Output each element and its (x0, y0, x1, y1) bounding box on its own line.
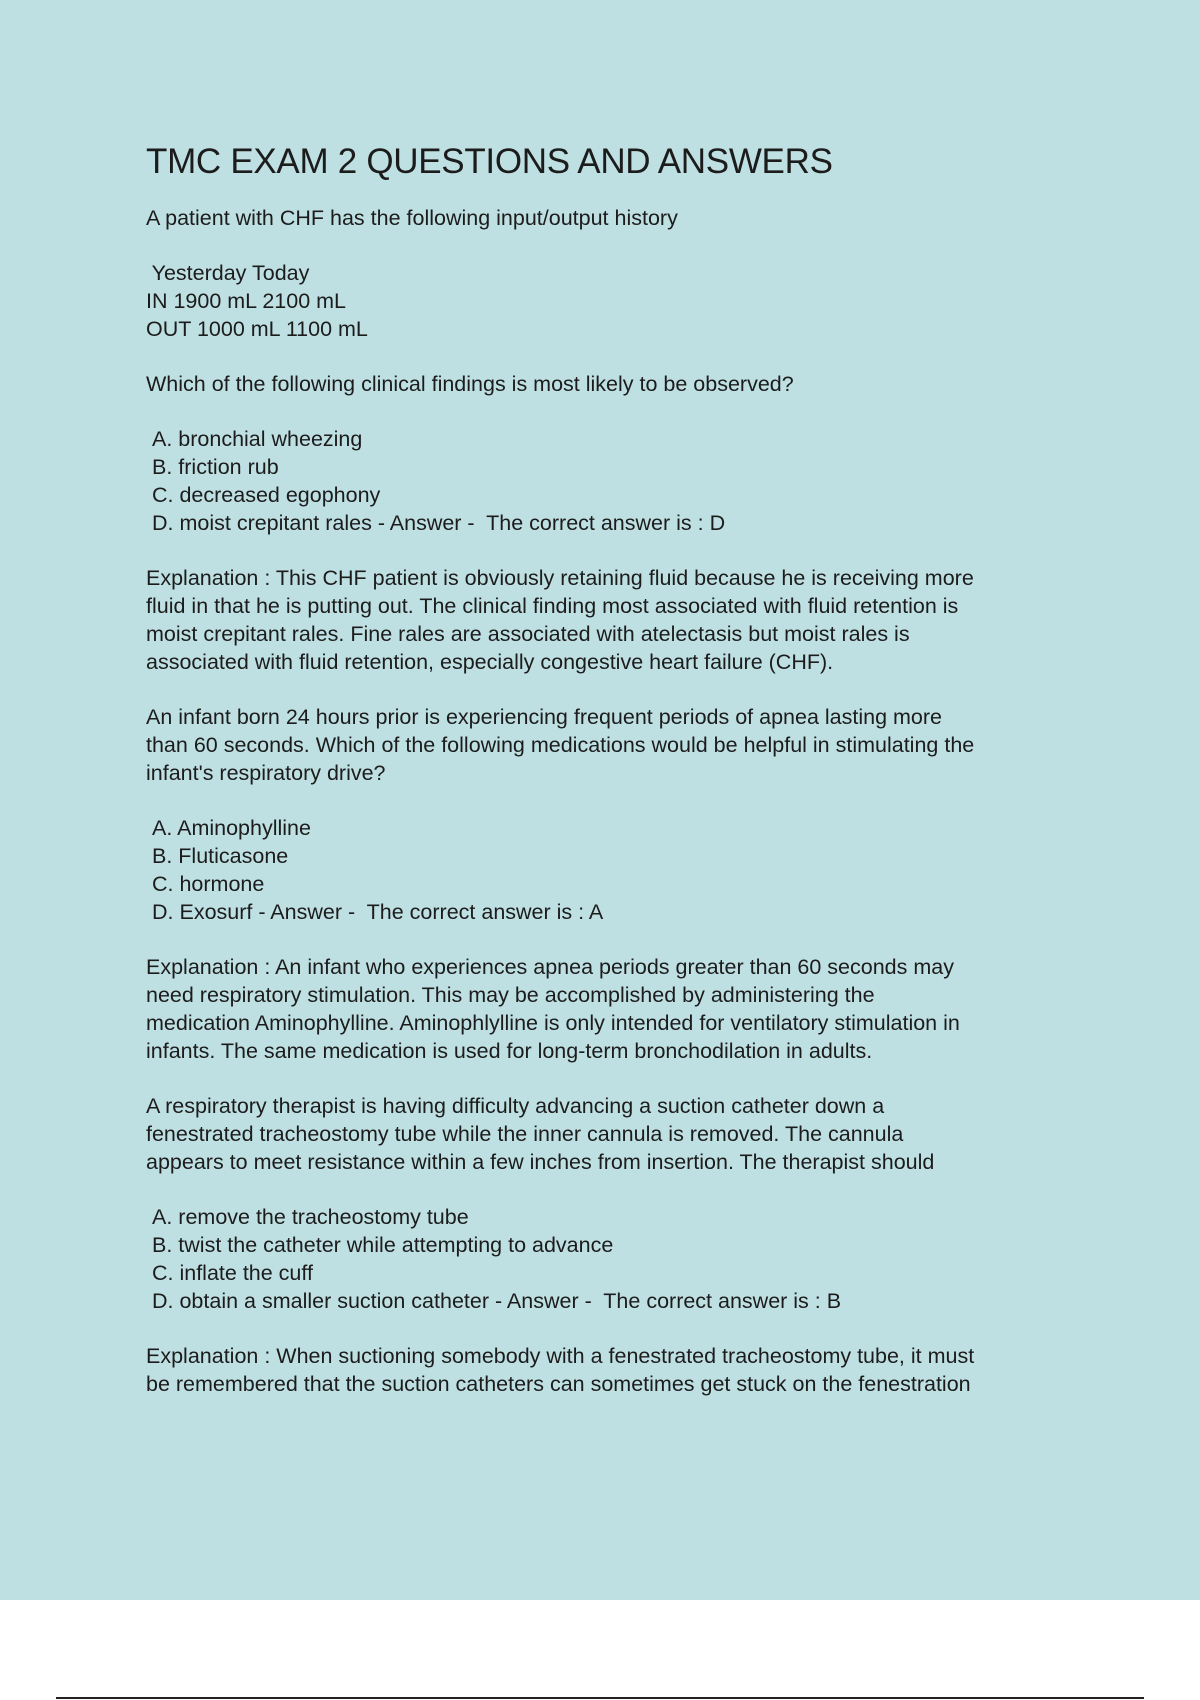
q1-explanation-line: Explanation : This CHF patient is obviously retaining fluid because he is receiving more (146, 566, 974, 590)
q1-explanation-line: moist crepitant rales. Fine rales are associated with atelectasis but moist rales is (146, 622, 910, 646)
q2-explanation-line: need respiratory stimulation. This may be accomplished by administering the (146, 983, 875, 1007)
q1-io-out-row: OUT 1000 mL 1100 mL (146, 317, 368, 341)
q3-explanation-line: Explanation : When suctioning somebody with a fenestrated tracheostomy tube, it must (146, 1344, 975, 1368)
q2-question (146, 703, 1086, 787)
q3-question-line: A respiratory therapist is having difficulty advancing a suction catheter down a (146, 1094, 885, 1118)
q2-question-line: infant's respiratory drive? (146, 761, 386, 785)
q1-io-table (146, 259, 1086, 343)
q1-option-b: B. friction rub (152, 455, 279, 479)
q3-option-a: A. remove the tracheostomy tube (152, 1205, 469, 1229)
q1-explanation-line: fluid in that he is putting out. The clinical finding most associated with fluid retention is (146, 594, 959, 618)
q3-option-c: C. inflate the cuff (152, 1261, 313, 1285)
document-body (146, 140, 1086, 1425)
q1-io-in-row: IN 1900 mL 2100 mL (146, 289, 346, 313)
q3-explanation-line: be remembered that the suction catheters can sometimes get stuck on the fenestration (146, 1372, 971, 1396)
footer-divider (56, 1697, 1144, 1699)
q2-explanation-line: medication Aminophylline. Aminophlylline is only intended for ventilatory stimulation in (146, 1011, 960, 1035)
q2-explanation-line: infants. The same medication is used for long-term bronchodilation in adults. (146, 1039, 873, 1063)
q1-question: Which of the following clinical findings is most likely to be observed? (146, 372, 794, 396)
q2-explanation (146, 953, 1086, 1065)
document-title: TMC EXAM 2 QUESTIONS AND ANSWERS (146, 142, 833, 181)
q2-question-line: An infant born 24 hours prior is experiencing frequent periods of apnea lasting more (146, 705, 942, 729)
q3-explanation (146, 1342, 1086, 1398)
q3-question-line: appears to meet resistance within a few inches from insertion. The therapist should (146, 1150, 935, 1174)
q1-explanation-line: associated with fluid retention, especially congestive heart failure (CHF). (146, 650, 834, 674)
q2-option-a: A. Aminophylline (152, 816, 311, 840)
q2-question-line: than 60 seconds. Which of the following medications would be helpful in stimulating the (146, 733, 975, 757)
q1-option-d: D. moist crepitant rales - Answer - The correct answer is : D (152, 511, 726, 535)
q2-explanation-line: Explanation : An infant who experiences apnea periods greater than 60 seconds may (146, 955, 954, 979)
q3-question-line: fenestrated tracheostomy tube while the inner cannula is removed. The cannula (146, 1122, 904, 1146)
q1-io-header: Yesterday Today (146, 261, 310, 285)
q2-option-c: C. hormone (152, 872, 265, 896)
q2-option-b: B. Fluticasone (152, 844, 289, 868)
q1-intro: A patient with CHF has the following input/output history (146, 206, 678, 230)
q1-explanation (146, 564, 1086, 676)
q1-option-a: A. bronchial wheezing (152, 427, 363, 451)
q1-options (152, 425, 1086, 537)
q3-question (146, 1092, 1086, 1176)
q3-options (152, 1203, 1086, 1315)
q2-option-d: D. Exosurf - Answer - The correct answer is : A (152, 900, 604, 924)
q2-options (152, 814, 1086, 926)
q3-option-d: D. obtain a smaller suction catheter - Answer - The correct answer is : B (152, 1289, 842, 1313)
q3-option-b: B. twist the catheter while attempting to advance (152, 1233, 614, 1257)
q1-option-c: C. decreased egophony (152, 483, 381, 507)
